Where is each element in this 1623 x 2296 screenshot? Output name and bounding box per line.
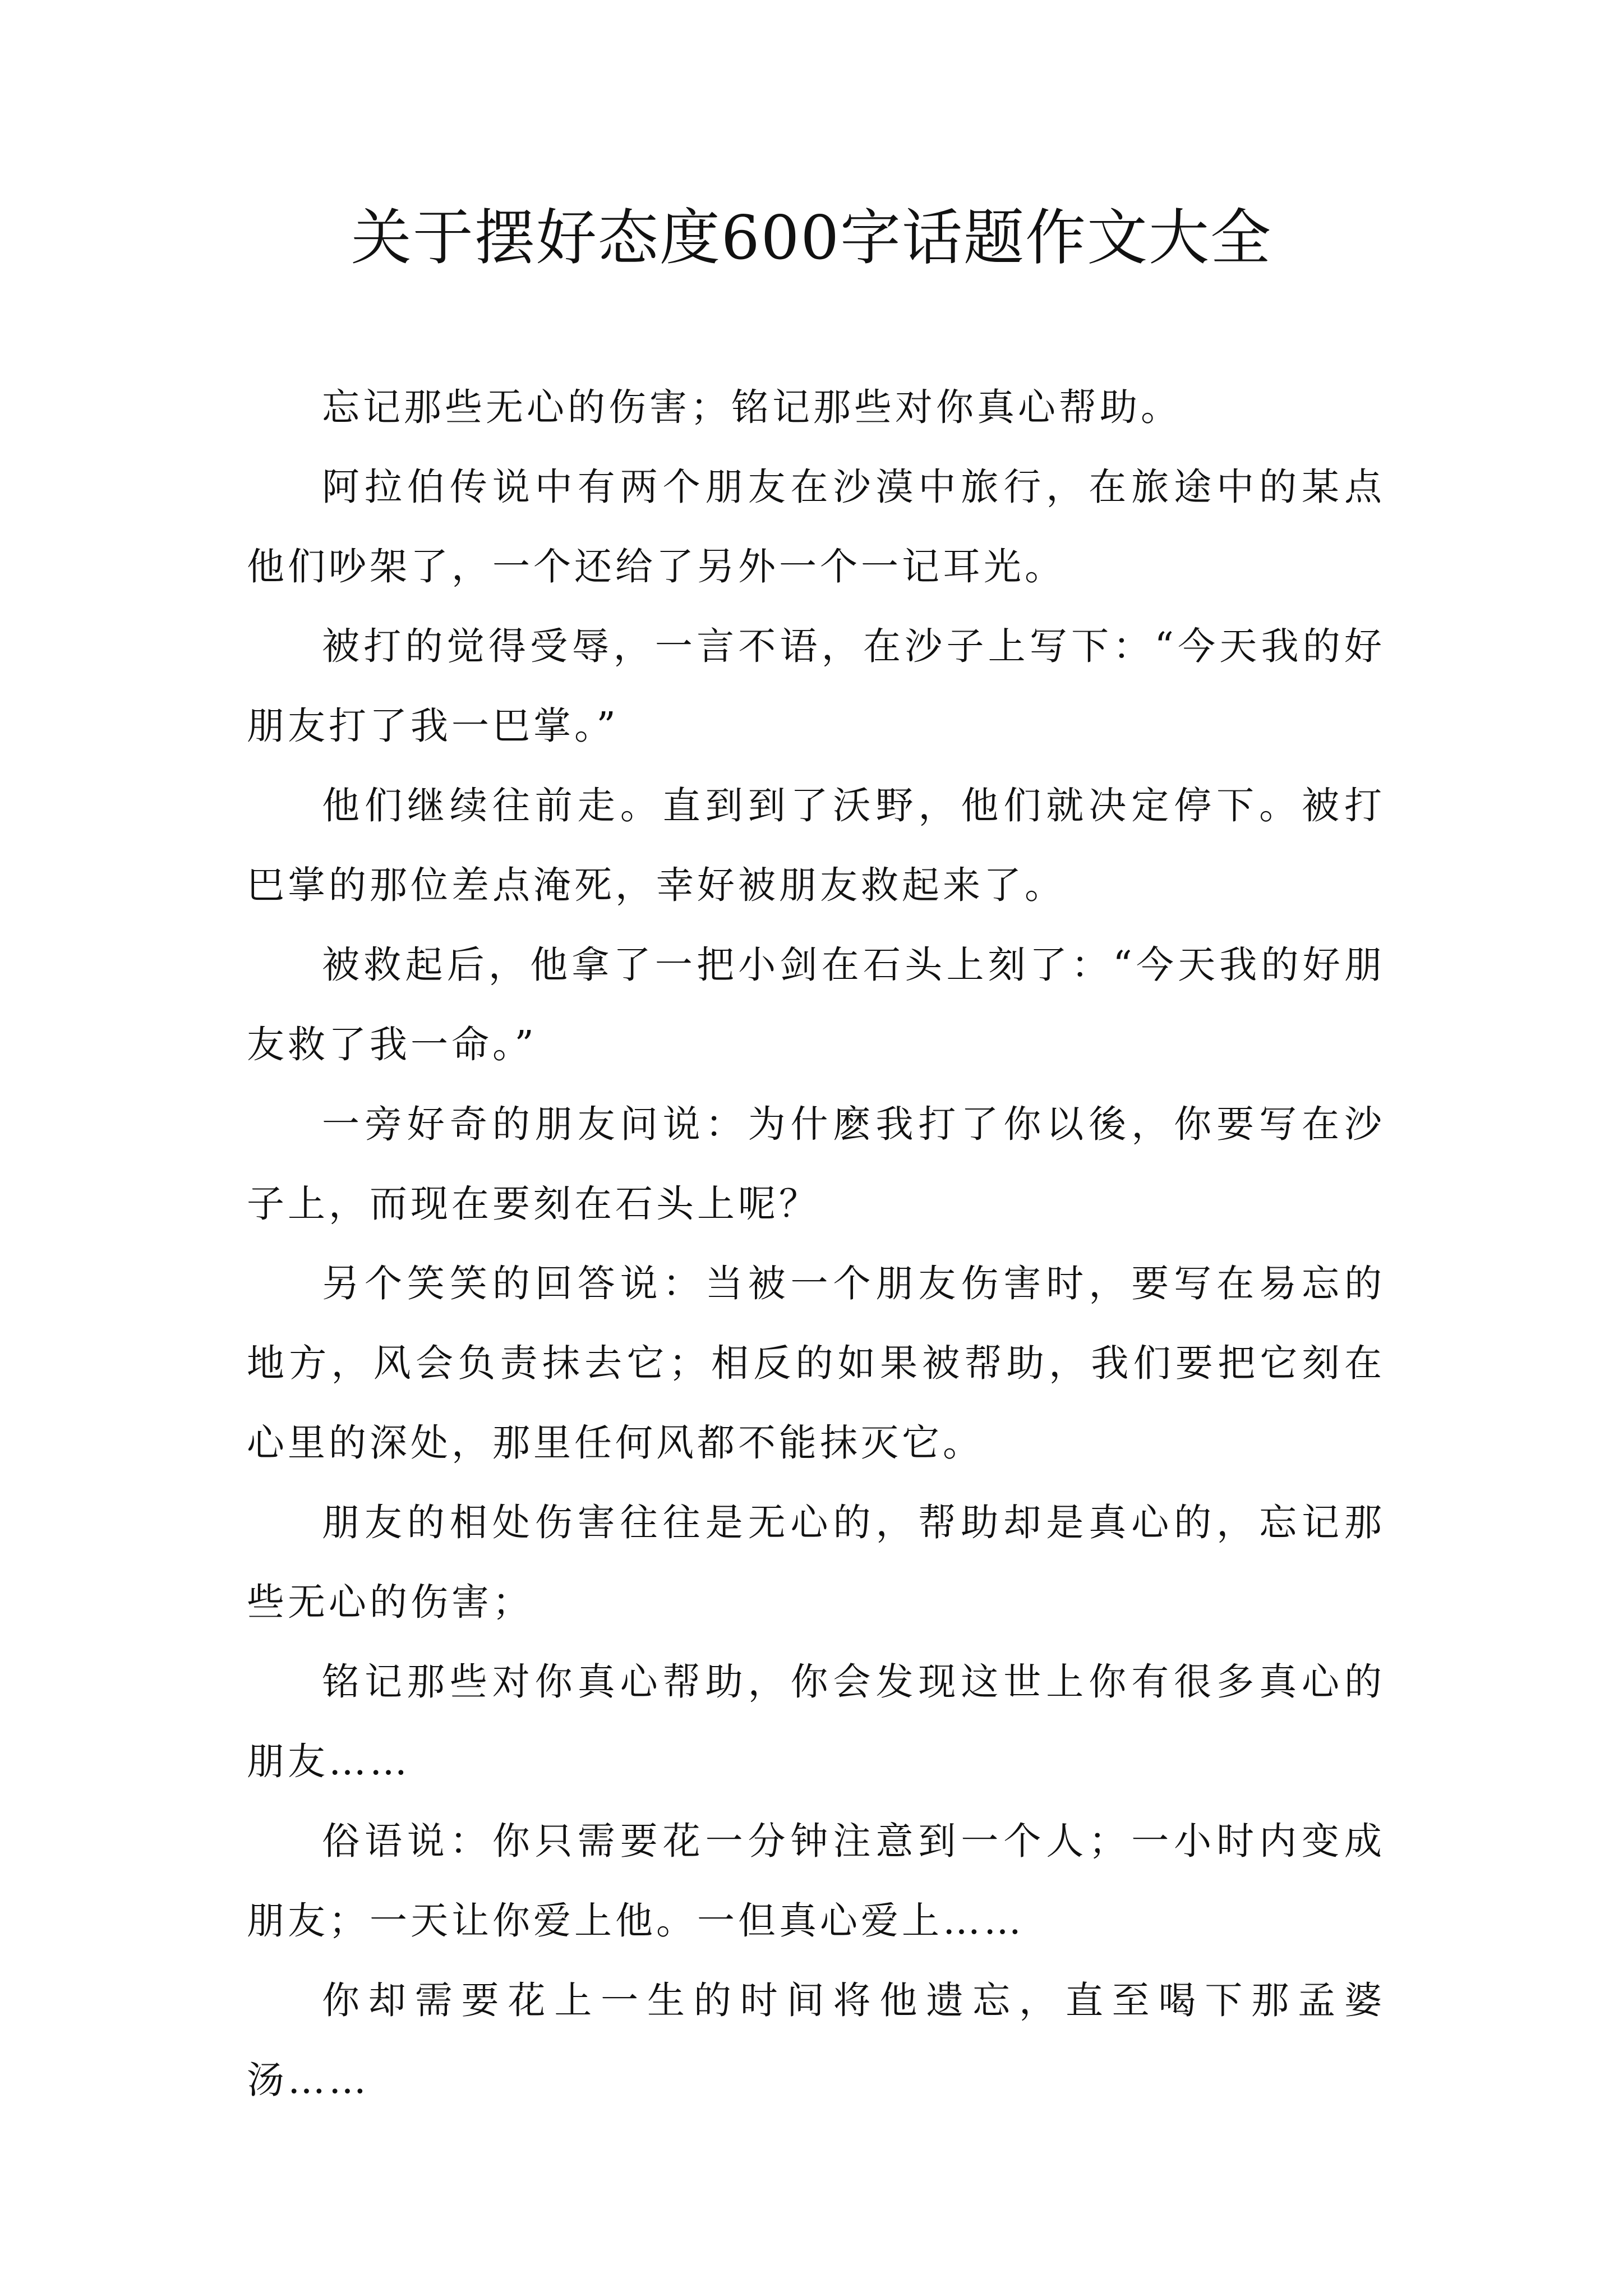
paragraph: 铭记那些对你真心帮助，你会发现这世上你有很多真心的朋友…… <box>247 1660 1385 1783</box>
paragraph: 朋友的相处伤害往往是无心的，帮助却是真心的，忘记那些无心的伤害； <box>247 1501 1385 1624</box>
paragraph: 阿拉伯传说中有两个朋友在沙漠中旅行，在旅途中的某点他们吵架了，一个还给了另外一个一记耳光。 <box>247 465 1385 588</box>
paragraph: 忘记那些无心的伤害；铭记那些对你真心帮助。 <box>322 385 1182 429</box>
document-body <box>247 367 1385 2120</box>
paragraph: 被打的觉得受辱，一言不语，在沙子上写下：“今天我的好朋友打了我一巴掌。” <box>247 624 1385 748</box>
paragraph: 俗语说：你只需要花一分钟注意到一个人；一小时内变成朋友；一天让你爱上他。一但真心爱上…… <box>247 1819 1385 1943</box>
paragraph: 他们继续往前走。直到到了沃野，他们就决定停下。被打巴掌的那位差点淹死，幸好被朋友救起来了。 <box>247 784 1385 907</box>
paragraph: 你却需要花上一生的时间将他遗忘，直至喝下那孟婆汤…… <box>247 1978 1385 2102</box>
paragraph: 一旁好奇的朋友问说：为什麽我打了你以後，你要写在沙子上，而现在要刻在石头上呢？ <box>247 1102 1385 1226</box>
paragraph: 另个笑笑的回答说：当被一个朋友伤害时，要写在易忘的地方，风会负责抹去它；相反的如果被帮助，我们要把它刻在心里的深处，那里任何风都不能抹灭它。 <box>247 1262 1385 1465</box>
paragraph: 被救起后，他拿了一把小剑在石头上刻了：“今天我的好朋友救了我一命。” <box>247 943 1385 1066</box>
document-title: 关于摆好态度600字话题作文大全 <box>351 203 1272 273</box>
